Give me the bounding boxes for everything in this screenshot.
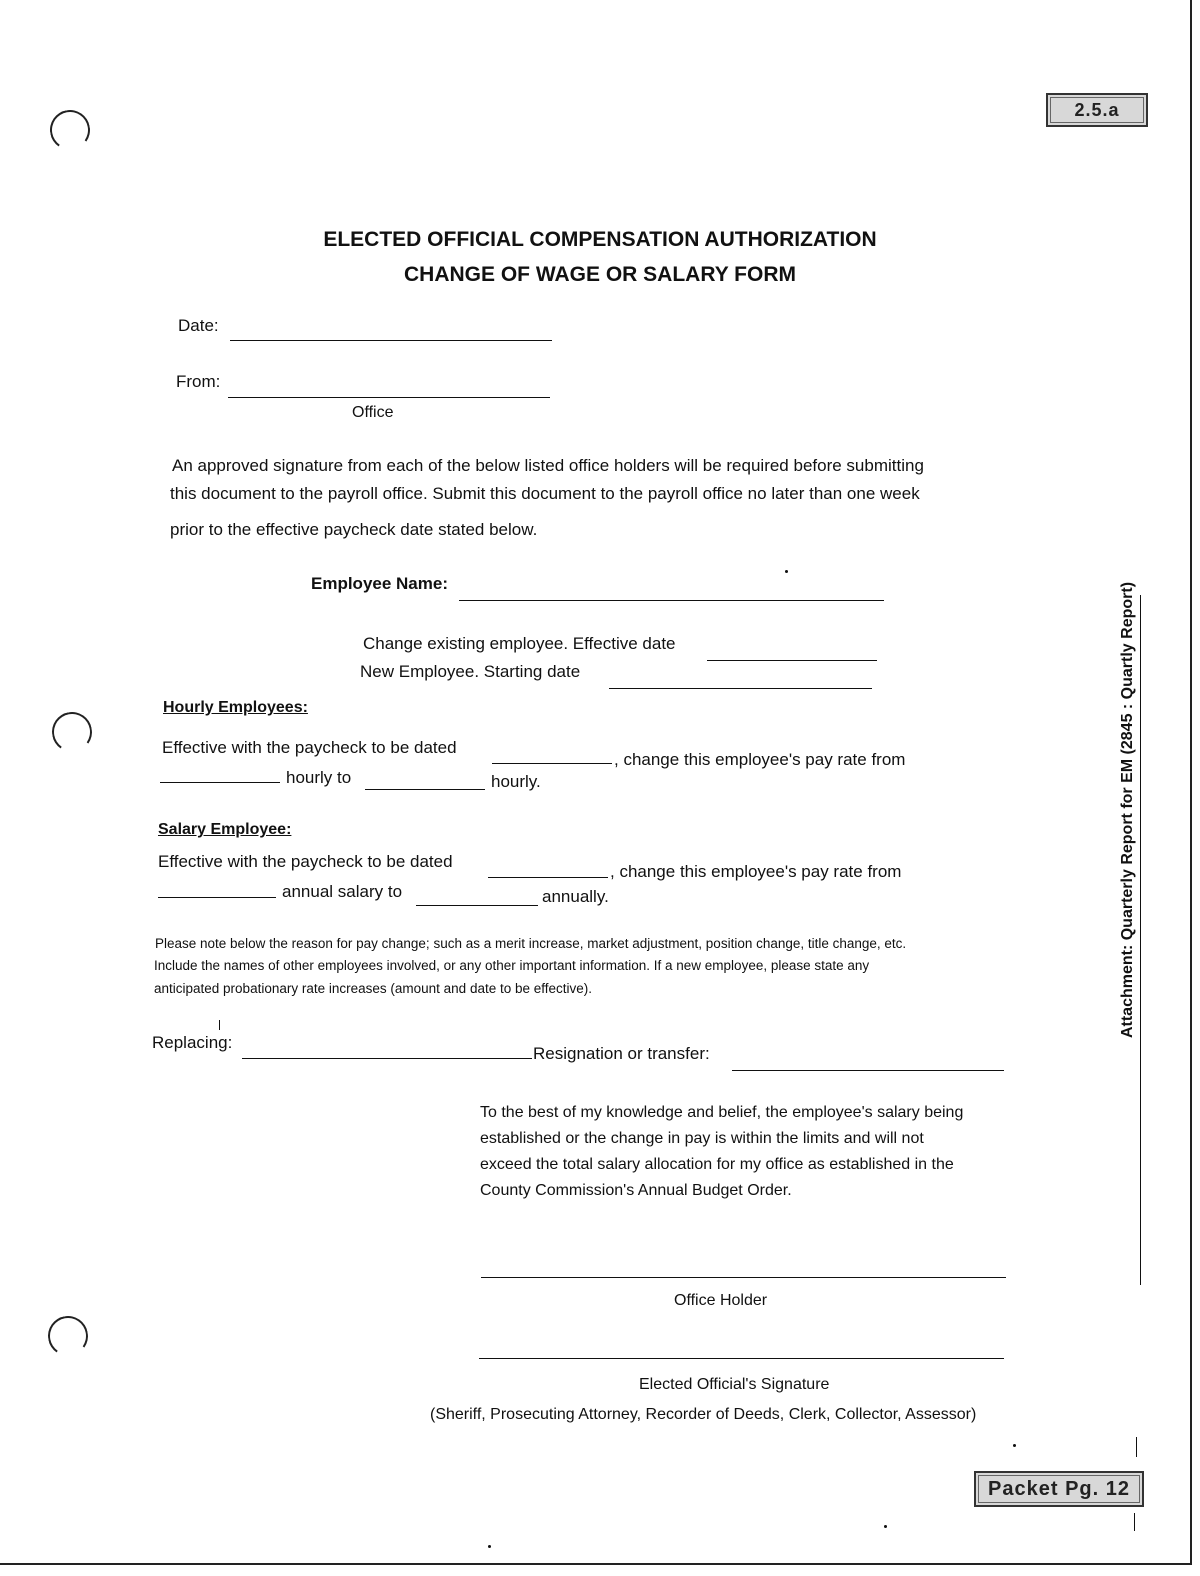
intro-line-2: this document to the payroll office. Submit this document to the payroll office no later than one week xyxy=(170,484,920,503)
salary-line-1-start: Effective with the paycheck to be dated xyxy=(158,852,453,871)
packet-item-stamp xyxy=(1046,93,1148,127)
effective-date-blank[interactable] xyxy=(707,660,877,661)
hourly-line-2-end: hourly. xyxy=(491,772,541,791)
intro-line-3: prior to the effective paycheck date stated below. xyxy=(170,520,538,539)
side-mark-upper xyxy=(1136,1437,1137,1457)
office-holder-caption: Office Holder xyxy=(674,1292,768,1309)
new-employee-label: New Employee. Starting date xyxy=(360,662,581,681)
salary-line-1-end: , change this employee's pay rate from xyxy=(610,862,902,881)
change-existing-label: Change existing employee. Effective date xyxy=(363,634,676,653)
speck xyxy=(488,1545,491,1548)
starting-date-blank[interactable] xyxy=(609,688,872,689)
resignation-blank[interactable] xyxy=(732,1070,1004,1071)
certification-line-1: To the best of my knowledge and belief, the employee's salary being xyxy=(480,1104,964,1121)
hourly-line-1-start: Effective with the paycheck to be dated xyxy=(162,738,457,757)
resignation-label: Resignation or transfer: xyxy=(533,1044,710,1063)
hourly-rate-to-blank[interactable] xyxy=(365,789,485,790)
salary-line-2-end: annually. xyxy=(542,887,609,906)
salary-paycheck-date-blank[interactable] xyxy=(488,877,608,878)
salary-rate-from-blank[interactable] xyxy=(158,897,276,898)
hourly-heading: Hourly Employees: xyxy=(163,699,308,716)
form-title-line1: ELECTED OFFICIAL COMPENSATION AUTHORIZATION xyxy=(323,228,877,251)
side-mark-lower xyxy=(1134,1513,1135,1531)
date-field[interactable] xyxy=(178,314,219,338)
replacing-blank[interactable] xyxy=(242,1058,532,1059)
certification-paragraph xyxy=(480,1100,963,1204)
speck xyxy=(785,570,788,573)
salary-heading: Salary Employee: xyxy=(158,821,292,838)
office-holder-signature-line[interactable] xyxy=(481,1277,1006,1278)
hourly-rate-from-blank[interactable] xyxy=(160,782,280,783)
note-line-2: Include the names of other employees involved, or any other important information. If a new employee, please state any xyxy=(154,958,870,973)
office-caption: Office xyxy=(352,404,394,421)
side-attachment-label: Attachment: Quarterly Report for EM (2845 : Quartly Report) xyxy=(1119,581,1136,1039)
date-label: Date: xyxy=(178,316,219,335)
packet-page-stamp xyxy=(974,1471,1144,1507)
hourly-paycheck-date-blank[interactable] xyxy=(492,763,612,764)
salary-rate-to-blank[interactable] xyxy=(416,905,538,906)
date-blank[interactable] xyxy=(230,340,552,341)
intro-line-1: An approved signature from each of the below listed office holders will be required before submitting xyxy=(172,456,924,475)
elected-signature-subcaption: (Sheriff, Prosecuting Attorney, Recorder of Deeds, Clerk, Collector, Assessor) xyxy=(430,1406,977,1423)
packet-page-label: Packet Pg. 12 xyxy=(988,1478,1130,1500)
employee-name-label: Employee Name: xyxy=(311,574,448,593)
stray-mark xyxy=(219,1020,220,1030)
certification-line-2: established or the change in pay is within the limits and will not xyxy=(480,1130,924,1147)
from-blank[interactable] xyxy=(228,397,550,398)
speck xyxy=(1013,1444,1016,1447)
packet-item-label: 2.5.a xyxy=(1074,100,1120,120)
note-line-1: Please note below the reason for pay change; such as a merit increase, market adjustment, position change, title change, etc. xyxy=(155,936,907,951)
hourly-line-1-end: , change this employee's pay rate from xyxy=(614,750,906,769)
note-line-3: anticipated probationary rate increases (amount and date to be effective). xyxy=(154,981,593,996)
form-title-line2: CHANGE OF WAGE OR SALARY FORM xyxy=(403,263,796,286)
from-field[interactable] xyxy=(176,370,220,394)
elected-signature-caption: Elected Official's Signature xyxy=(639,1376,830,1393)
from-label: From: xyxy=(176,372,221,391)
elected-official-signature-line[interactable] xyxy=(479,1358,1004,1359)
side-rule xyxy=(1140,595,1141,1285)
hourly-line-2-mid: hourly to xyxy=(286,768,352,787)
employee-name-blank[interactable] xyxy=(459,600,884,601)
certification-line-4: County Commission's Annual Budget Order. xyxy=(480,1182,792,1199)
salary-line-2-mid: annual salary to xyxy=(282,882,403,901)
speck xyxy=(884,1525,887,1528)
certification-line-3: exceed the total salary allocation for my office as established in the xyxy=(480,1156,954,1173)
replacing-label: Replacing: xyxy=(152,1033,233,1052)
